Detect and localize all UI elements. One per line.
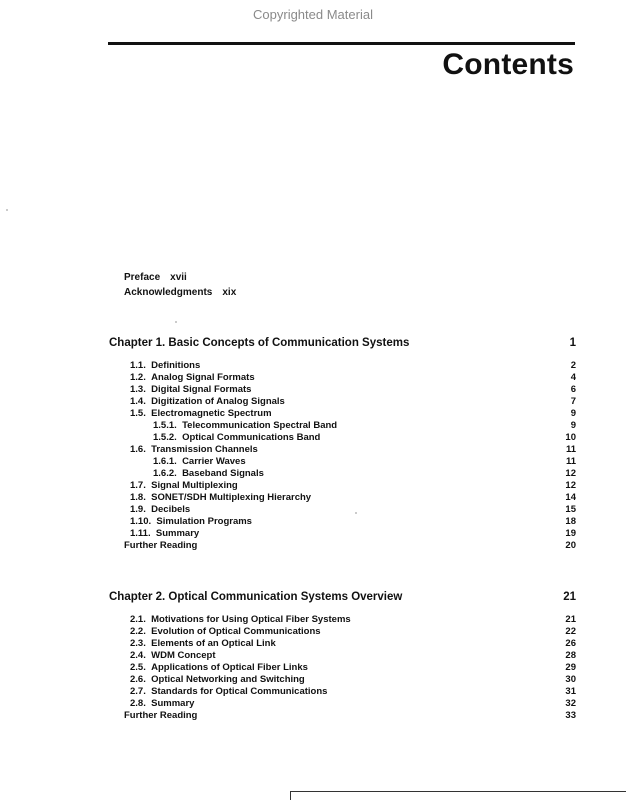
entry-title: Standards for Optical Communications <box>151 686 328 697</box>
entry-number: 2.8. <box>130 698 146 709</box>
entry-number: 2.7. <box>130 686 146 697</box>
entry-title: Summary <box>151 698 195 709</box>
toc-entry <box>0 686 576 698</box>
entry-number: 1.9. <box>130 504 146 515</box>
entry-title: Simulation Programs <box>156 516 252 527</box>
entry-number: 1.4. <box>130 396 146 407</box>
entry-title: Summary <box>155 528 200 539</box>
front-matter-label: Acknowledgments <box>124 287 213 298</box>
entry-number: 2.6. <box>130 674 146 685</box>
entry-number: 1.6.1. <box>153 456 177 467</box>
entry-title: Signal Multiplexing <box>151 480 238 491</box>
entry-title: Further Reading <box>124 710 198 721</box>
chapter-heading <box>109 591 576 603</box>
front-matter-acknowledgments <box>124 287 236 298</box>
entry-title: Optical Communications Band <box>182 432 321 443</box>
entry-page: 9 <box>570 408 576 419</box>
entry-title: Digitization of Analog Signals <box>151 396 285 407</box>
entry-page: 20 <box>565 540 576 551</box>
entry-page: 33 <box>565 710 576 721</box>
chapter-page: 21 <box>563 591 576 603</box>
entry-title: Evolution of Optical Communications <box>151 626 321 637</box>
entry-number: 1.6. <box>130 444 146 455</box>
entry-page: 21 <box>565 614 576 625</box>
scan-speck <box>6 209 8 211</box>
copyright-watermark: Copyrighted Material <box>253 7 373 22</box>
toc-entry <box>0 408 576 420</box>
toc-entry <box>0 396 576 408</box>
entry-number: 1.8. <box>130 492 146 503</box>
toc-entry <box>0 456 576 468</box>
toc-entry <box>0 698 576 710</box>
title-rule <box>108 42 575 45</box>
entry-title: Analog Signal Formats <box>151 372 255 383</box>
toc-entry <box>0 420 576 432</box>
front-matter-page: xvii <box>170 272 187 283</box>
entry-page: 32 <box>565 698 576 709</box>
entry-number: 1.10. <box>130 516 152 527</box>
entry-number: 2.4. <box>130 650 146 661</box>
entry-number: 2.3. <box>130 638 146 649</box>
chapter-heading <box>109 337 576 349</box>
entry-title: Definitions <box>151 360 201 371</box>
toc-entry <box>0 516 576 528</box>
entry-title: Decibels <box>151 504 191 515</box>
entry-page: 31 <box>565 686 576 697</box>
entry-page: 22 <box>565 626 576 637</box>
entry-page: 28 <box>565 650 576 661</box>
page-title: Contents <box>442 48 574 81</box>
entry-number: 1.3. <box>130 384 146 395</box>
entry-page: 6 <box>570 384 576 395</box>
toc-entry <box>0 480 576 492</box>
entry-title: Digital Signal Formats <box>151 384 252 395</box>
chapter-page: 1 <box>569 337 576 349</box>
toc-entry <box>0 504 576 516</box>
entry-page: 15 <box>565 504 576 515</box>
entry-page: 30 <box>565 674 576 685</box>
toc-entry <box>0 710 576 722</box>
entry-number: 1.11. <box>130 528 151 539</box>
entry-page: 29 <box>565 662 576 673</box>
entry-number: 2.5. <box>130 662 146 673</box>
entry-number: 2.2. <box>130 626 146 637</box>
scan-speck <box>175 321 177 323</box>
entry-page: 14 <box>565 492 576 503</box>
entry-number: 1.5. <box>130 408 146 419</box>
toc-entry <box>0 468 576 480</box>
entry-page: 18 <box>565 516 576 527</box>
entry-page: 10 <box>565 432 576 443</box>
footer-bar <box>290 791 626 800</box>
entry-title: Electromagnetic Spectrum <box>151 408 272 419</box>
entry-number: 1.7. <box>130 480 146 491</box>
entry-number: 1.6.2. <box>153 468 177 479</box>
entry-number: 2.1. <box>130 614 146 625</box>
entry-title: Transmission Channels <box>151 444 258 455</box>
entry-page: 4 <box>570 372 576 383</box>
front-matter-page: xix <box>222 287 237 298</box>
entry-title: Applications of Optical Fiber Links <box>151 662 308 673</box>
toc-entry <box>0 432 576 444</box>
chapter-title: Chapter 1. Basic Concepts of Communication Systems <box>109 337 410 349</box>
entry-page: 12 <box>565 468 576 479</box>
entry-number: 1.5.2. <box>153 432 177 443</box>
toc-entry <box>0 384 576 396</box>
entry-number: 1.5.1. <box>153 420 177 431</box>
entry-page: 2 <box>570 360 576 371</box>
entry-number: 1.1. <box>130 360 146 371</box>
entry-title: Motivations for Using Optical Fiber Systems <box>151 614 351 625</box>
entry-title: Further Reading <box>124 540 198 551</box>
entry-title: Carrier Waves <box>182 456 246 467</box>
entry-page: 26 <box>565 638 576 649</box>
entry-title: Baseband Signals <box>182 468 264 479</box>
chapter-title: Chapter 2. Optical Communication Systems Overview <box>109 591 403 603</box>
entry-number: 1.2. <box>130 372 146 383</box>
entry-title: Telecommunication Spectral Band <box>182 420 338 431</box>
entry-page: 11 <box>565 444 576 455</box>
entry-page: 9 <box>570 420 576 431</box>
toc-entry <box>0 626 576 638</box>
entry-title: Elements of an Optical Link <box>151 638 276 649</box>
toc-entry <box>0 444 576 456</box>
entry-title: SONET/SDH Multiplexing Hierarchy <box>151 492 312 503</box>
toc-entry <box>0 674 576 686</box>
toc-entry <box>0 492 576 504</box>
toc-entry <box>0 540 576 552</box>
entry-page: 11 <box>565 456 576 467</box>
entry-title: WDM Concept <box>151 650 216 661</box>
toc-entry <box>0 360 576 372</box>
front-matter-label: Preface <box>124 272 161 283</box>
front-matter-preface <box>124 272 187 283</box>
toc-entry <box>0 528 576 540</box>
toc-entry <box>0 662 576 674</box>
entry-page: 7 <box>570 396 576 407</box>
toc-entry <box>0 372 576 384</box>
entry-page: 12 <box>565 480 576 491</box>
toc-entry <box>0 650 576 662</box>
entry-page: 19 <box>565 528 576 539</box>
entry-title: Optical Networking and Switching <box>151 674 305 685</box>
toc-entry <box>0 614 576 626</box>
toc-entry <box>0 638 576 650</box>
